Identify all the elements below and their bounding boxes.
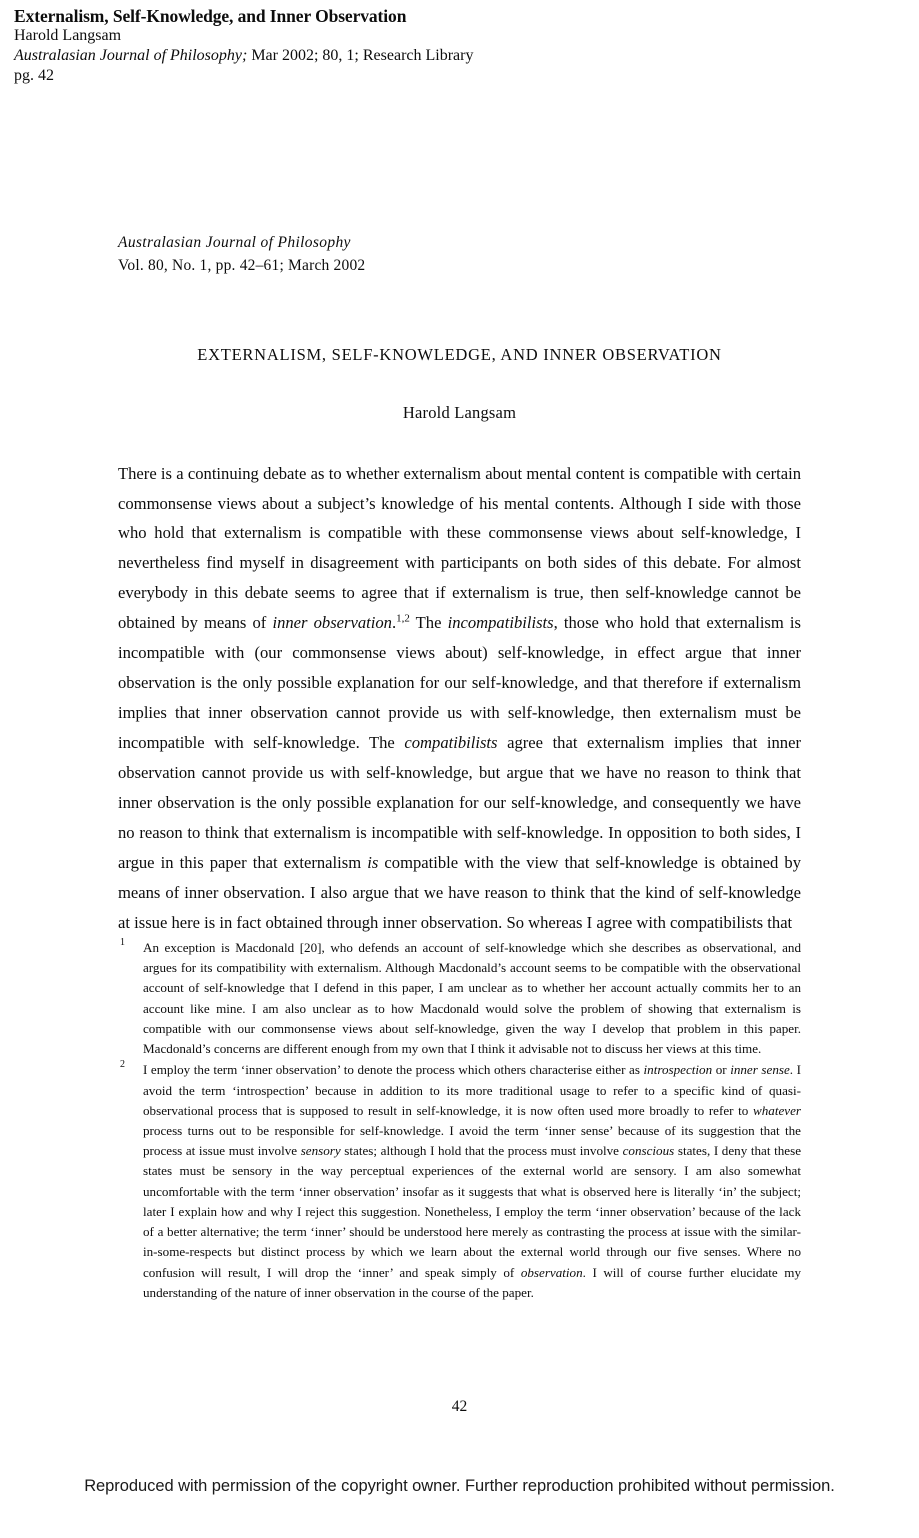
footnote-text-2-seg5: states; although I hold that the process must involve — [340, 1143, 623, 1159]
footnote-marker-2: 2 — [120, 1059, 125, 1071]
footnote-text-1: An exception is Macdonald [20], who defends an account of self-knowledge which she describes as observational, and argues for its compatibility with externalism. Although Macdonald’s account seems to be compatible with the observational account of self-knowledge that I defend in this paper, I am unclear as to whether her account actually commits her to an account like mine. I am also unclear as to how Macdonald would solve the problem of showing that externalism is compatible with our commonsense views about self-knowledge, given the way I develop that problem in this paper. Macdonald’s concerns are different enough from my own that I think it advisable not to discuss her views at this time. — [143, 940, 801, 1057]
page-number: 42 — [451, 1398, 468, 1415]
proquest-article-title: Externalism, Self-Knowledge, and Inner Observation — [14, 6, 407, 26]
footnote-text-2-seg7: . I will of course further elucidate my understanding of the nature of inner observation in the course of the paper. — [143, 1264, 802, 1300]
footnote-reference-1-2[interactable]: 1,2 — [396, 612, 410, 625]
body-text-segment-3: The — [409, 613, 448, 633]
footnote-emphasis-whatever: whatever — [753, 1102, 801, 1118]
body-emphasis-compatibilists: compatibilists — [404, 733, 498, 752]
footnote-section — [118, 938, 801, 1304]
proquest-header — [14, 6, 894, 86]
page-title: EXTERNALISM, SELF-KNOWLEDGE, AND INNER OBSERVATION — [197, 344, 722, 364]
footnote-marker-1: 1 — [120, 937, 125, 948]
copyright-notice: Reproduced with permission of the copyright owner. Further reproduction prohibited without permission. — [84, 1477, 835, 1495]
footnote-text-2-seg4: process turns out to be responsible for self-knowledge. I avoid the term ‘inner sense’ because of its suggestion that the process at issue must involve — [143, 1122, 801, 1159]
footnote-text-2-seg1: I employ the term ‘inner observation’ to denote the process which others characterise either as — [143, 1062, 644, 1078]
footnote-item-1 — [118, 938, 801, 1059]
footnote-text-2-seg6: states, I deny that these states must be sensory in the way perceptual experiences of the external world are sensory. I am also somewhat uncomfortable with the term ‘inner observation’ insofar as it suggests that what is observed here is literally ‘in’ the subject; later I explain how and why I reject this suggestion. Nonetheless, I employ the term ‘inner observation’ because of the lack of a better alternative; the term ‘inner’ should be understood here merely as contrasting the process at issue with the similar-in-some-respects but distinct process by which we learn about the external world through our five senses. Where no confusion will result, I will drop the ‘inner’ and speak simply of — [143, 1143, 801, 1280]
proquest-source-line — [14, 47, 894, 66]
proquest-source-details: Mar 2002; 80, 1; Research Library — [247, 47, 474, 65]
body-emphasis-inner-observation: inner observation — [272, 613, 392, 633]
body-text-segment-2: . — [391, 613, 397, 633]
footnote-emphasis-observation: observation — [520, 1264, 583, 1280]
body-text-segment-1: There is a continuing debate as to whether externalism about mental content is compatible with certain commonsense views about a subject’s knowledge of his mental contents. Although I side with those who hold that externalism is compatible with these commonsense views about self-knowledge, I nevertheless find myself in disagreement with participants on both sides of this debate. For almost everybody in this debate seems to agree that if externalism is true, then self-knowledge cannot be obtained by means of — [118, 463, 801, 633]
proquest-journal-name: Australasian Journal of Philosophy; — [14, 47, 248, 65]
body-emphasis-is: is — [367, 852, 379, 872]
body-text-segment-4: , those who hold that externalism is incompatible with (our commonsense views about) self-knowledge, in effect argue that inner observation is the only possible explanation for our self-knowledge, and that therefore if externalism implies that inner observation cannot provide us with self-knowledge, then externalism must be incompatible with self-knowledge. The — [118, 613, 801, 752]
footnote-emphasis-introspection: introspection — [643, 1062, 713, 1078]
article-content — [118, 232, 801, 938]
footnote-item-2 — [118, 1060, 801, 1303]
proquest-page-label: pg. 42 — [14, 66, 54, 84]
footnote-emphasis-sensory: sensory — [300, 1143, 341, 1159]
body-text-segment-6: compatible with the view that self-knowledge is obtained by means of inner observation. I also argue that we have reason to think that the kind of self-knowledge at issue here is in fact obtained through inner observation. So whereas I agree with compatibilists that — [118, 852, 801, 932]
proquest-author: Harold Langsam — [14, 27, 122, 45]
footnote-text-2-seg3: . I avoid the term ‘introspection’ because in addition to its more traditional usage to refer to a specific kind of quasi-observational process that is supposed to result in self-knowledge, it is now often used more broadly to refer to — [143, 1062, 801, 1118]
body-paragraph — [118, 459, 801, 938]
citation-volume-line: Vol. 80, No. 1, pp. 42–61; March 2002 — [118, 256, 366, 274]
footnote-emphasis-inner-sense: inner sense — [730, 1062, 790, 1078]
journal-citation — [118, 232, 801, 278]
citation-journal-name: Australasian Journal of Philosophy — [118, 234, 351, 251]
footnote-emphasis-conscious: conscious — [622, 1143, 675, 1159]
footnote-text-2-seg2: or — [712, 1062, 731, 1078]
article-author: Harold Langsam — [402, 402, 517, 422]
body-text-segment-5: agree that externalism implies that inner observation cannot provide us with self-knowledge, but argue that we have no reason to think that inner observation is the only possible explanation for our self-knowledge, and consequently we have no reason to think that externalism is incompatible with self-knowledge. In opposition to both sides, I argue in this paper that externalism — [118, 733, 801, 872]
body-emphasis-incompatibilists: incompatibilists — [447, 613, 554, 633]
